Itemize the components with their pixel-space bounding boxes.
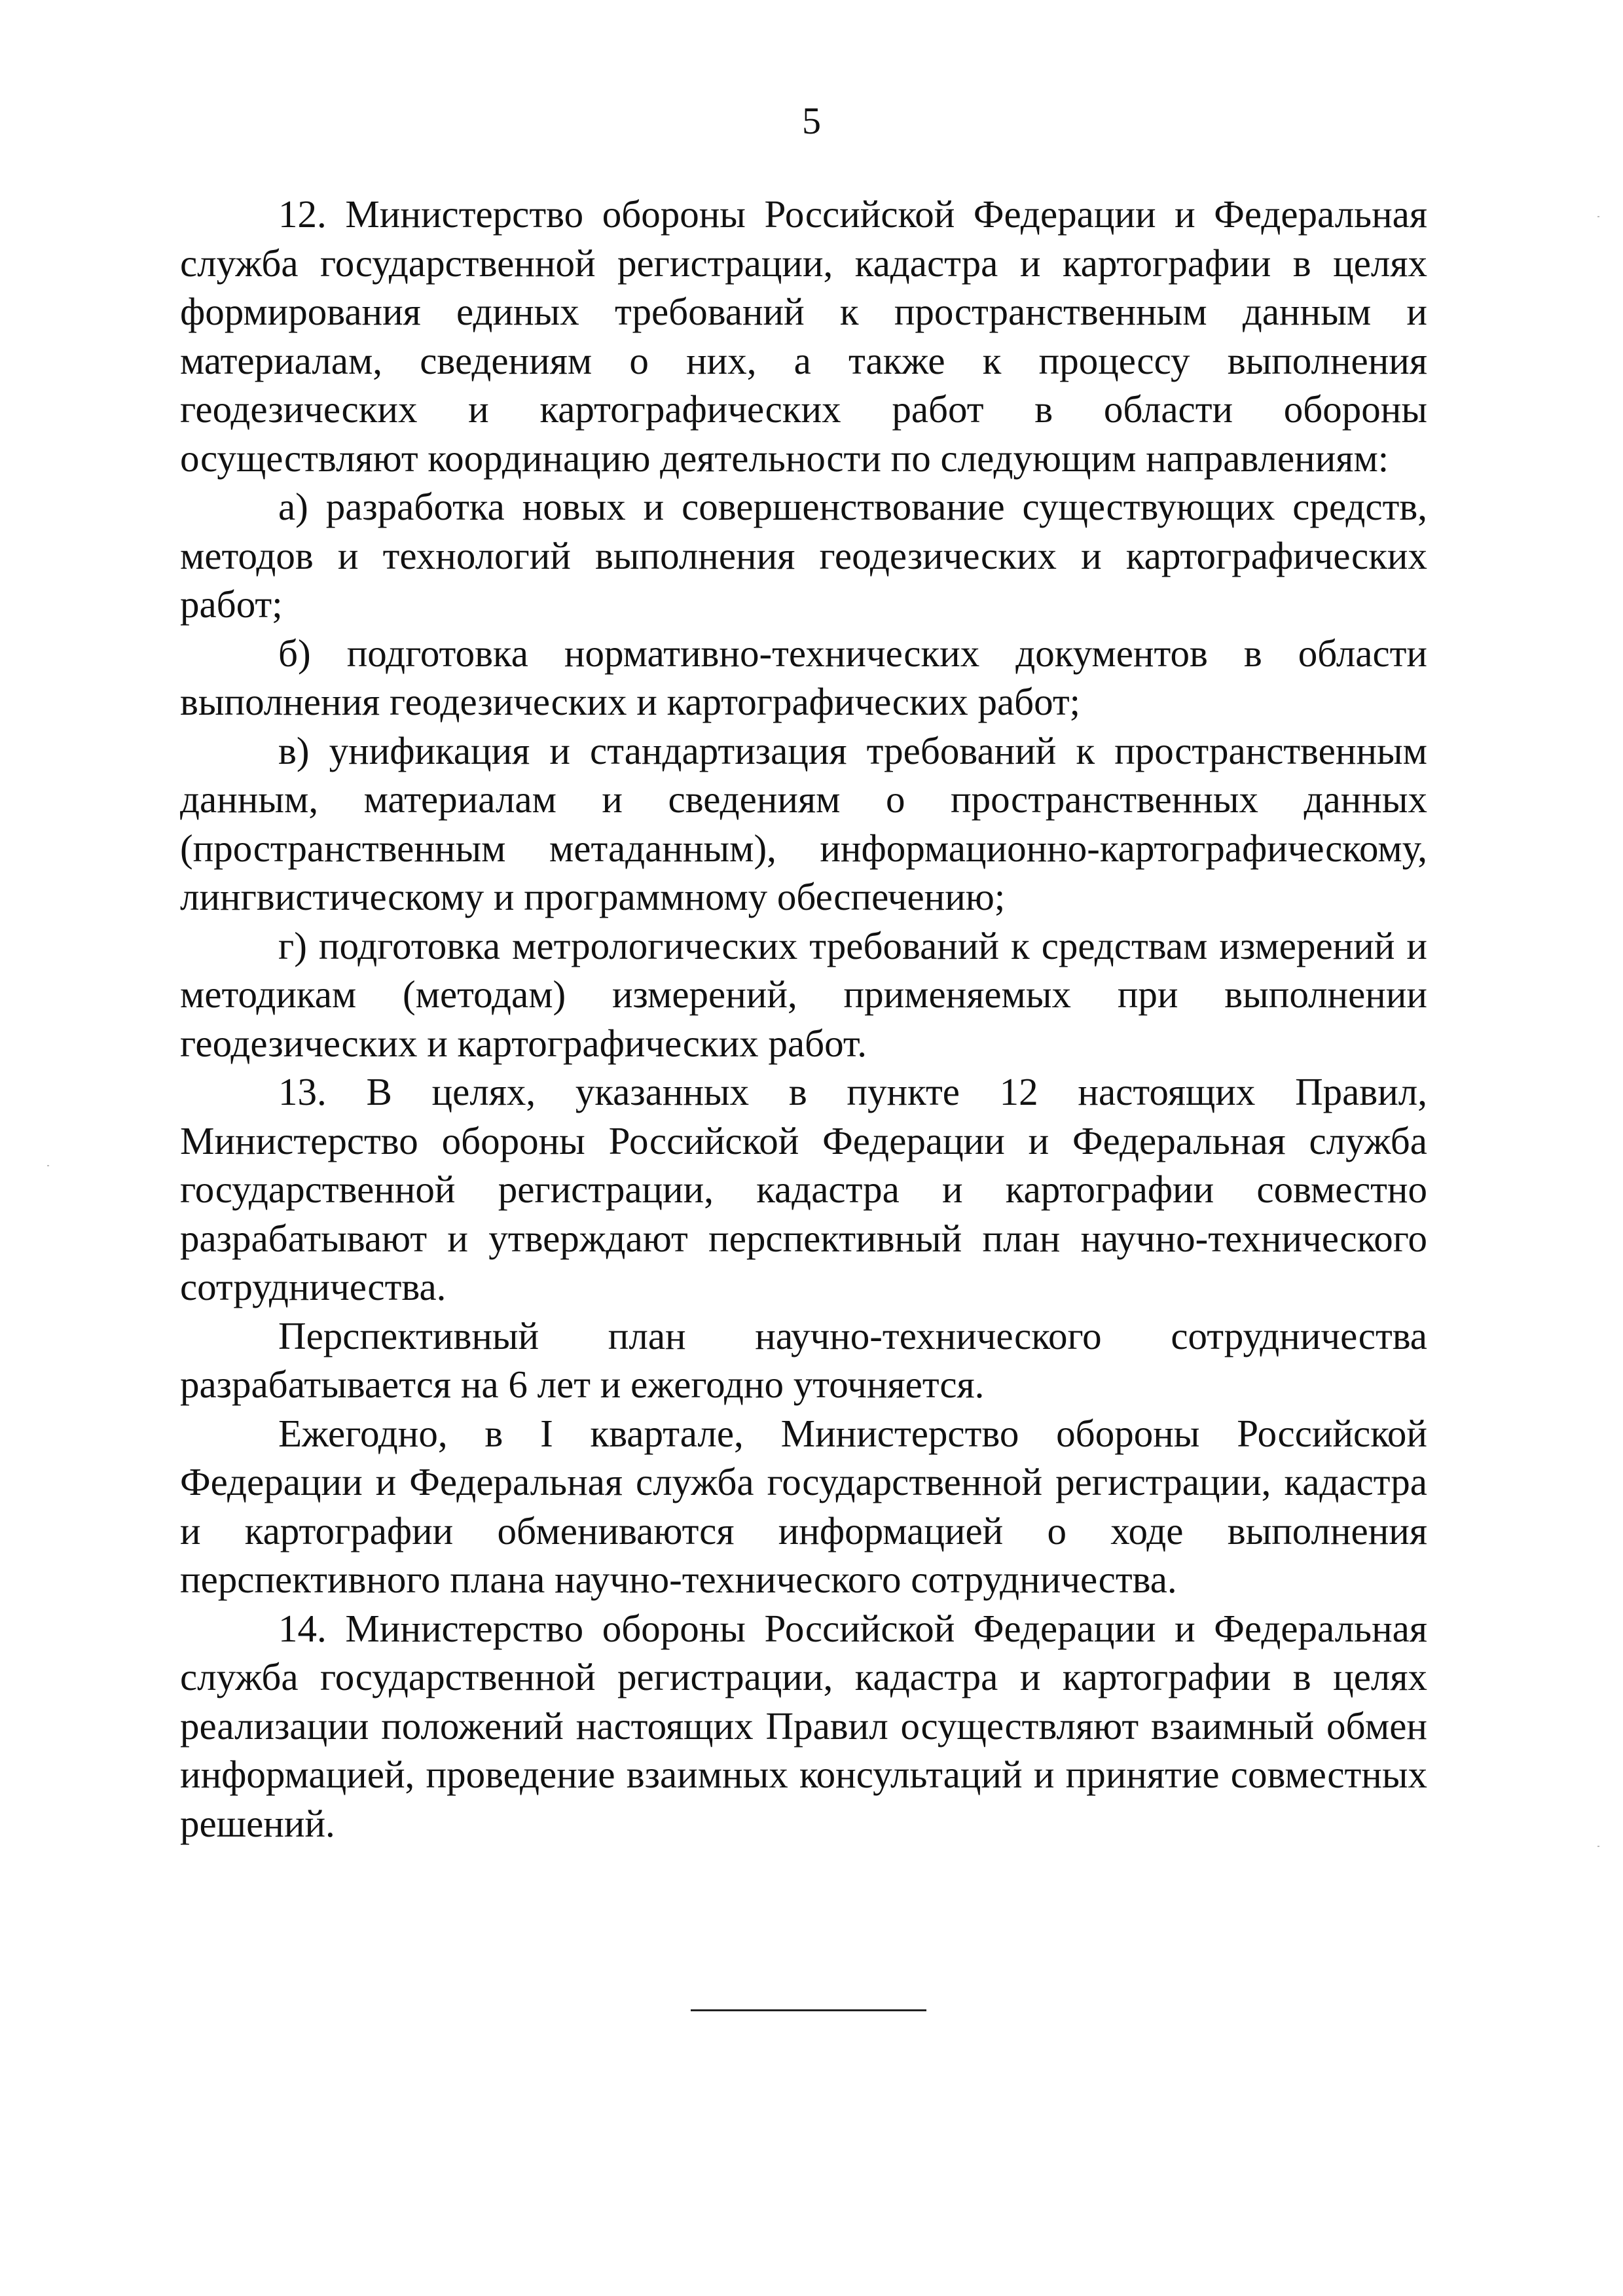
end-of-document-rule	[691, 2009, 926, 2011]
paragraph-14: 14. Министерство обороны Российской Федерации и Федеральная служба государственной регистрации, кадастра и картографии в целях реализации положений настоящих Правил осуществляют взаимный обмен информацией, проведение взаимных консультаций и принятие совместных решений.	[180, 1606, 1427, 1845]
scan-speck	[1597, 216, 1599, 217]
scan-speck	[47, 1165, 49, 1166]
document-body	[180, 190, 1427, 1848]
paragraph-13-annual-exchange: Ежегодно, в I квартале, Министерство обороны Российской Федерации и Федеральная служба государственной регистрации, кадастра и картографии обмениваются информацией о ходе выполнения перспективного плана научно-технического сотрудничества.	[180, 1411, 1427, 1601]
paragraph-12-item-v: в) унификация и стандартизация требований к пространственным данным, материалам и сведениям о пространственных данных (пространственным метаданным), информационно-картографическому, лингвистическому и программному обеспечению;	[180, 728, 1427, 918]
paragraph-13: 13. В целях, указанных в пункте 12 настоящих Правил, Министерство обороны Российской Федерации и Федеральная служба государственной регистрации, кадастра и картографии совместно разрабатывают и утверждают перспективный план научно-технического сотрудничества.	[180, 1070, 1427, 1308]
paragraph-12-item-a: а) разработка новых и совершенствование существующих средств, методов и технологий выполнения геодезических и картографических работ;	[180, 485, 1427, 626]
page-number: 5	[802, 99, 821, 142]
paragraph-12-item-g: г) подготовка метрологических требований к средствам измерений и методикам (методам) измерений, применяемых при выполнении геодезических и картографических работ.	[180, 924, 1427, 1065]
scan-speck	[1597, 1846, 1599, 1847]
paragraph-12: 12. Министерство обороны Российской Федерации и Федеральная служба государственной регистрации, кадастра и картографии в целях формирования единых требований к пространственным данным и материалам, сведениям о них, а также к процессу выполнения геодезических и картографических работ в области обороны осуществляют координацию деятельности по следующим направлениям:	[180, 192, 1427, 480]
paragraph-12-item-b: б) подготовка нормативно-технических документов в области выполнения геодезических и картографических работ;	[180, 631, 1427, 723]
paragraph-13-plan-period: Перспективный план научно-технического сотрудничества разрабатывается на 6 лет и ежегодно уточняется.	[180, 1314, 1427, 1406]
